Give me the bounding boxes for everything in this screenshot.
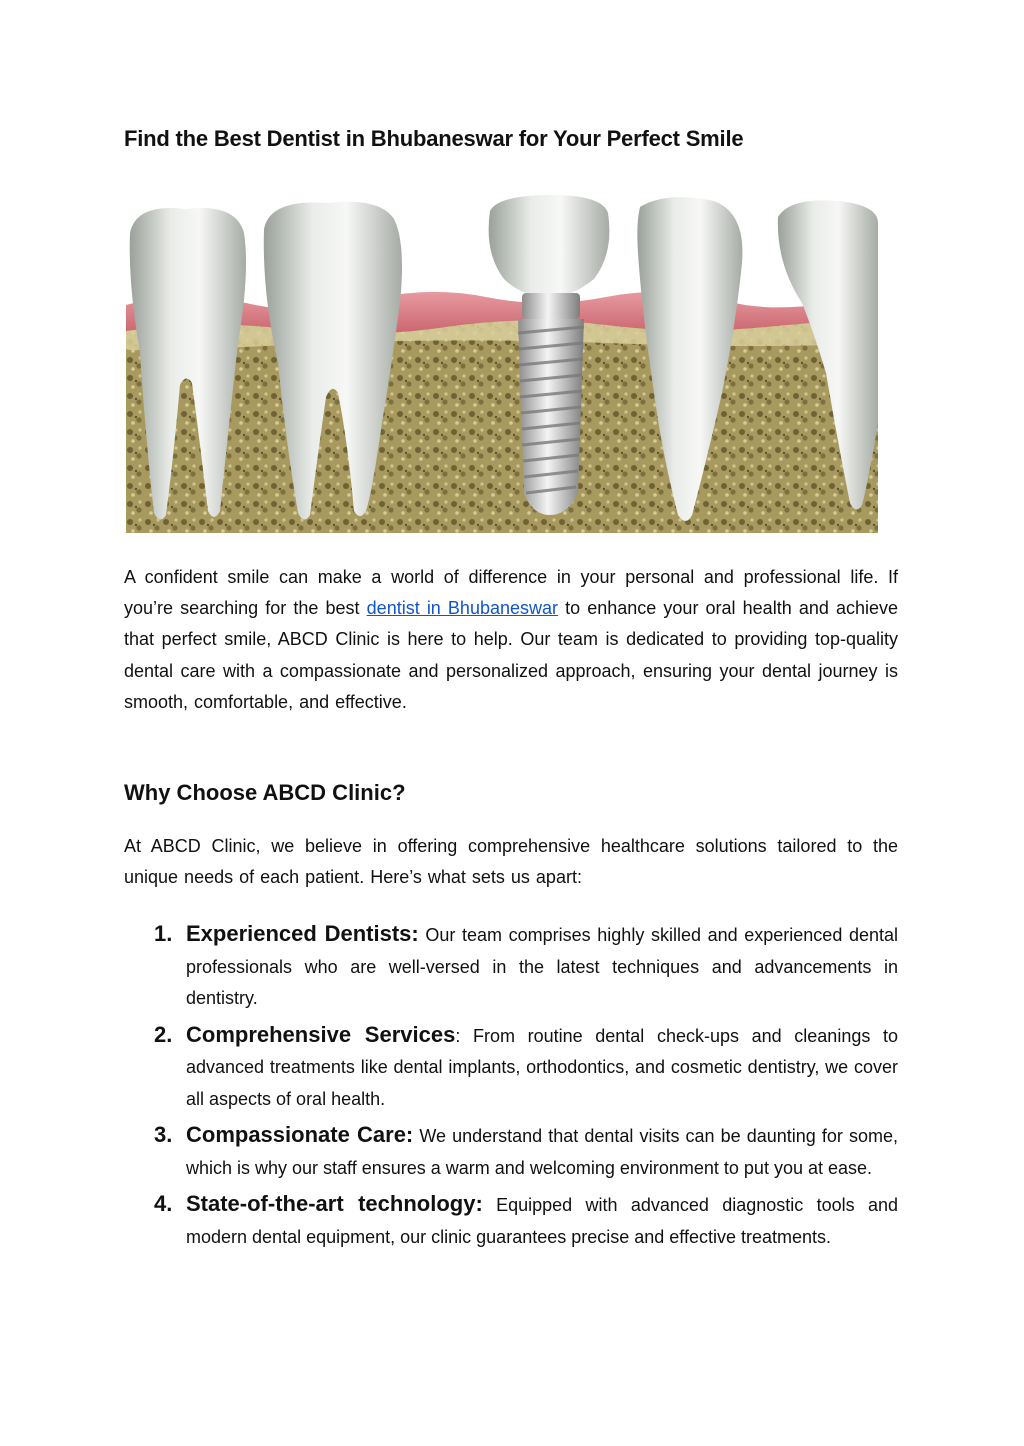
list-item-text: : From routine dental check-ups and cleanings to advanced treatments like dental implants, orthodontics, and cosmetic dentistry, we cover all aspects of oral health.: [186, 1025, 898, 1109]
list-item: [124, 918, 898, 1015]
list-item: [124, 1119, 898, 1184]
page-title: Find the Best Dentist in Bhubaneswar for Your Perfect Smile: [124, 126, 744, 151]
list-item: [124, 1188, 898, 1253]
section-heading: Why Choose ABCD Clinic?: [124, 780, 406, 805]
list-item: [124, 1019, 898, 1116]
list-item-heading: Comprehensive Services: [186, 1021, 456, 1047]
dentist-link[interactable]: dentist in Bhubaneswar: [366, 598, 559, 619]
list-item-heading: Compassionate Care:: [186, 1122, 414, 1147]
list-number: 4.: [154, 1191, 173, 1216]
section-intro: At ABCD Clinic, we believe in offering comprehensive healthcare solutions tailored to the unique needs of each patient. Here’s what sets us apart:: [124, 836, 898, 888]
list-item-text: Equipped with advanced diagnostic tools and modern dental equipment, our clinic guarantees precise and effective treatments.: [186, 1195, 898, 1247]
list-number: 1.: [154, 921, 173, 946]
list-number: 3.: [154, 1122, 173, 1147]
hero-image: [126, 193, 878, 533]
intro-text-after: to enhance your oral health and achieve that perfect smile, ABCD Clinic is here to help. Our team is dedicated to providing top-quality dental care with a compassionate and personalized approach, ensuring your dental journey is smooth, comfortable, and effective.: [124, 598, 898, 712]
list-item-heading: Experienced Dentists:: [186, 921, 419, 946]
features-list: [124, 918, 898, 1257]
dental-implant-illustration-icon: [126, 193, 878, 533]
list-number: 2.: [154, 1021, 173, 1047]
intro-paragraph: [124, 562, 898, 718]
list-item-heading: State-of-the-art technology:: [186, 1191, 483, 1216]
list-item-text: Our team comprises highly skilled and experienced dental professionals who are well-versed in the latest techniques and advancements in dentistry.: [186, 925, 899, 1008]
list-item-text: We understand that dental visits can be daunting for some, which is why our staff ensures a warm and welcoming environment to put you at ease.: [186, 1126, 898, 1178]
intro-text-before: A confident smile can make a world of difference in your personal and professional life. If you’re searching for the best: [124, 567, 898, 619]
